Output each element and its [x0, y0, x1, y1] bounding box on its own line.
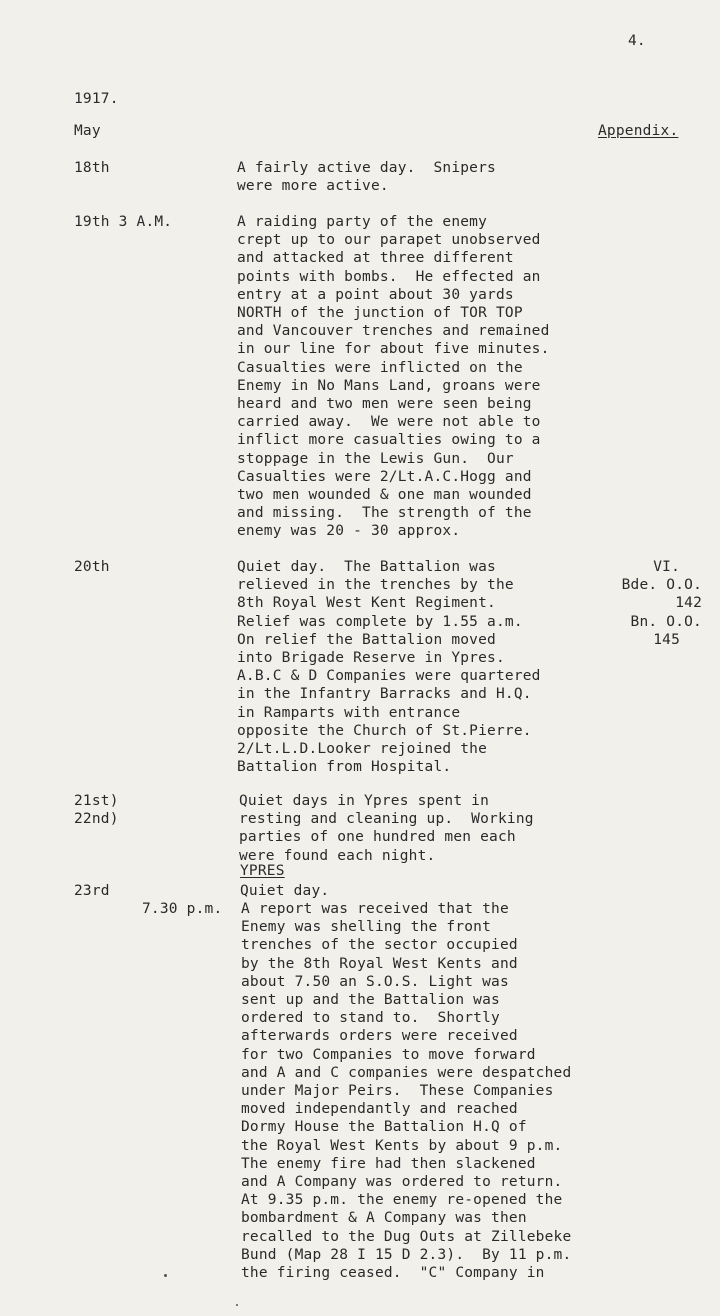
- entry-line: Quiet days in Ypres spent in: [239, 793, 490, 809]
- entry-line: were more active.: [237, 178, 389, 195]
- appendix-ref: Bn. O.O.: [630, 613, 702, 630]
- entry-line: points with bombs. He effected an: [237, 268, 541, 285]
- entry-line: Battalion from Hospital.: [237, 759, 452, 776]
- entry-line: stoppage in the Lewis Gun. Our: [237, 450, 514, 467]
- entry-line: crept up to our parapet unobserved: [237, 232, 541, 249]
- entry-line: A.B.C & D Companies were quartered: [237, 668, 541, 685]
- entry-date-18th: 18th: [74, 160, 110, 176]
- entry-line: Enemy was shelling the front: [241, 919, 492, 936]
- entry-line: On relief the Battalion moved: [237, 631, 496, 648]
- entry-line: and A and C companies were despatched: [241, 1064, 572, 1081]
- entry-text-18th: [237, 159, 496, 195]
- entry-line: Casualties were 2/Lt.A.C.Hogg and: [237, 468, 532, 485]
- entry-line: sent up and the Battalion was: [241, 992, 500, 1009]
- entry-line: moved independantly and reached: [241, 1101, 518, 1118]
- entry-line: A report was received that the: [241, 901, 509, 917]
- entry-line: A raiding party of the enemy: [237, 214, 488, 230]
- appendix-refs-20th: [598, 558, 702, 649]
- appendix-ref: 145: [653, 631, 680, 648]
- entry-line: afterwards orders were received: [241, 1028, 518, 1045]
- entry-text-20th: [237, 558, 541, 776]
- entry-line: the Royal West Kents by about 9 p.m.: [241, 1137, 563, 1154]
- entry-line: A fairly active day. Snipers: [237, 160, 496, 176]
- entry-line: in Ramparts with entrance: [237, 704, 461, 721]
- entry-text-23rd: [241, 900, 571, 1282]
- entry-time-23rd: 7.30 p.m.: [142, 901, 223, 917]
- appendix-ref: Bde. O.O.: [621, 577, 702, 594]
- entry-date-22nd: 22nd): [74, 811, 119, 827]
- location-heading-ypres: YPRES: [240, 863, 285, 879]
- entry-line: Bund (Map 28 I 15 D 2.3). By 11 p.m.: [241, 1246, 572, 1263]
- year-label: 1917.: [74, 91, 119, 107]
- entry-line: heard and two men were seen being: [237, 396, 532, 413]
- entry-line: bombardment & A Company was then: [241, 1210, 527, 1227]
- entry-line: and A Company was ordered to return.: [241, 1174, 563, 1191]
- entry-line: recalled to the Dug Outs at Zillebeke: [241, 1228, 572, 1245]
- page-number: 4.: [628, 33, 646, 49]
- entry-date-23rd: 23rd: [74, 883, 110, 899]
- entry-text-21st-22nd: [239, 792, 534, 865]
- entry-line: and attacked at three different: [237, 250, 514, 267]
- scan-speck: [236, 1304, 238, 1306]
- entry-line: for two Companies to move forward: [241, 1046, 536, 1063]
- entry-line: in our line for about five minutes.: [237, 341, 550, 358]
- entry-line: trenches of the sector occupied: [241, 937, 518, 954]
- entry-line: the firing ceased. "C" Company in: [241, 1265, 545, 1282]
- entry-line: under Major Peirs. These Companies: [241, 1083, 554, 1100]
- appendix-ref: VI.: [653, 559, 680, 575]
- entry-line: NORTH of the junction of TOR TOP: [237, 305, 523, 322]
- entry-line: Casualties were inflicted on the: [237, 359, 523, 376]
- entry-line: ordered to stand to. Shortly: [241, 1010, 500, 1027]
- entry-date-20th: 20th: [74, 559, 110, 575]
- entry-date-19th: 19th 3 A.M.: [74, 214, 173, 230]
- entry-first-line-23rd: Quiet day.: [240, 883, 330, 899]
- entry-line: entry at a point about 30 yards: [237, 286, 514, 303]
- entry-line: parties of one hundred men each: [239, 829, 516, 846]
- entry-line: in the Infantry Barracks and H.Q.: [237, 686, 532, 703]
- entry-line: opposite the Church of St.Pierre.: [237, 722, 532, 739]
- entry-text-19th: [237, 213, 550, 541]
- entry-line: enemy was 20 - 30 approx.: [237, 523, 461, 540]
- month-label: May: [74, 123, 101, 139]
- entry-line: by the 8th Royal West Kents and: [241, 955, 518, 972]
- entry-line: two men wounded & one man wounded: [237, 487, 532, 504]
- entry-line: and missing. The strength of the: [237, 505, 532, 522]
- entry-line: into Brigade Reserve in Ypres.: [237, 650, 505, 667]
- entry-line: about 7.50 an S.O.S. Light was: [241, 973, 509, 990]
- entry-line: Quiet day. The Battalion was: [237, 559, 496, 575]
- entry-line: The enemy fire had then slackened: [241, 1155, 536, 1172]
- scan-speck: [164, 1274, 167, 1277]
- entry-line: and Vancouver trenches and remained: [237, 323, 550, 340]
- entry-line: 2/Lt.L.D.Looker rejoined the: [237, 741, 488, 758]
- entry-line: resting and cleaning up. Working: [239, 811, 534, 828]
- entry-line: carried away. We were not able to: [237, 414, 541, 431]
- appendix-heading: Appendix.: [598, 123, 679, 139]
- entry-line: Dormy House the Battalion H.Q of: [241, 1119, 527, 1136]
- entry-line: Enemy in No Mans Land, groans were: [237, 377, 541, 394]
- entry-line: relieved in the trenches by the: [237, 577, 514, 594]
- entry-line: inflict more casualties owing to a: [237, 432, 541, 449]
- entry-line: 8th Royal West Kent Regiment.: [237, 595, 496, 612]
- entry-line: were found each night.: [239, 847, 436, 864]
- entry-line: At 9.35 p.m. the enemy re-opened the: [241, 1192, 563, 1209]
- entry-date-21st: 21st): [74, 793, 119, 809]
- appendix-ref: 142: [675, 595, 702, 612]
- entry-line: Relief was complete by 1.55 a.m.: [237, 613, 523, 630]
